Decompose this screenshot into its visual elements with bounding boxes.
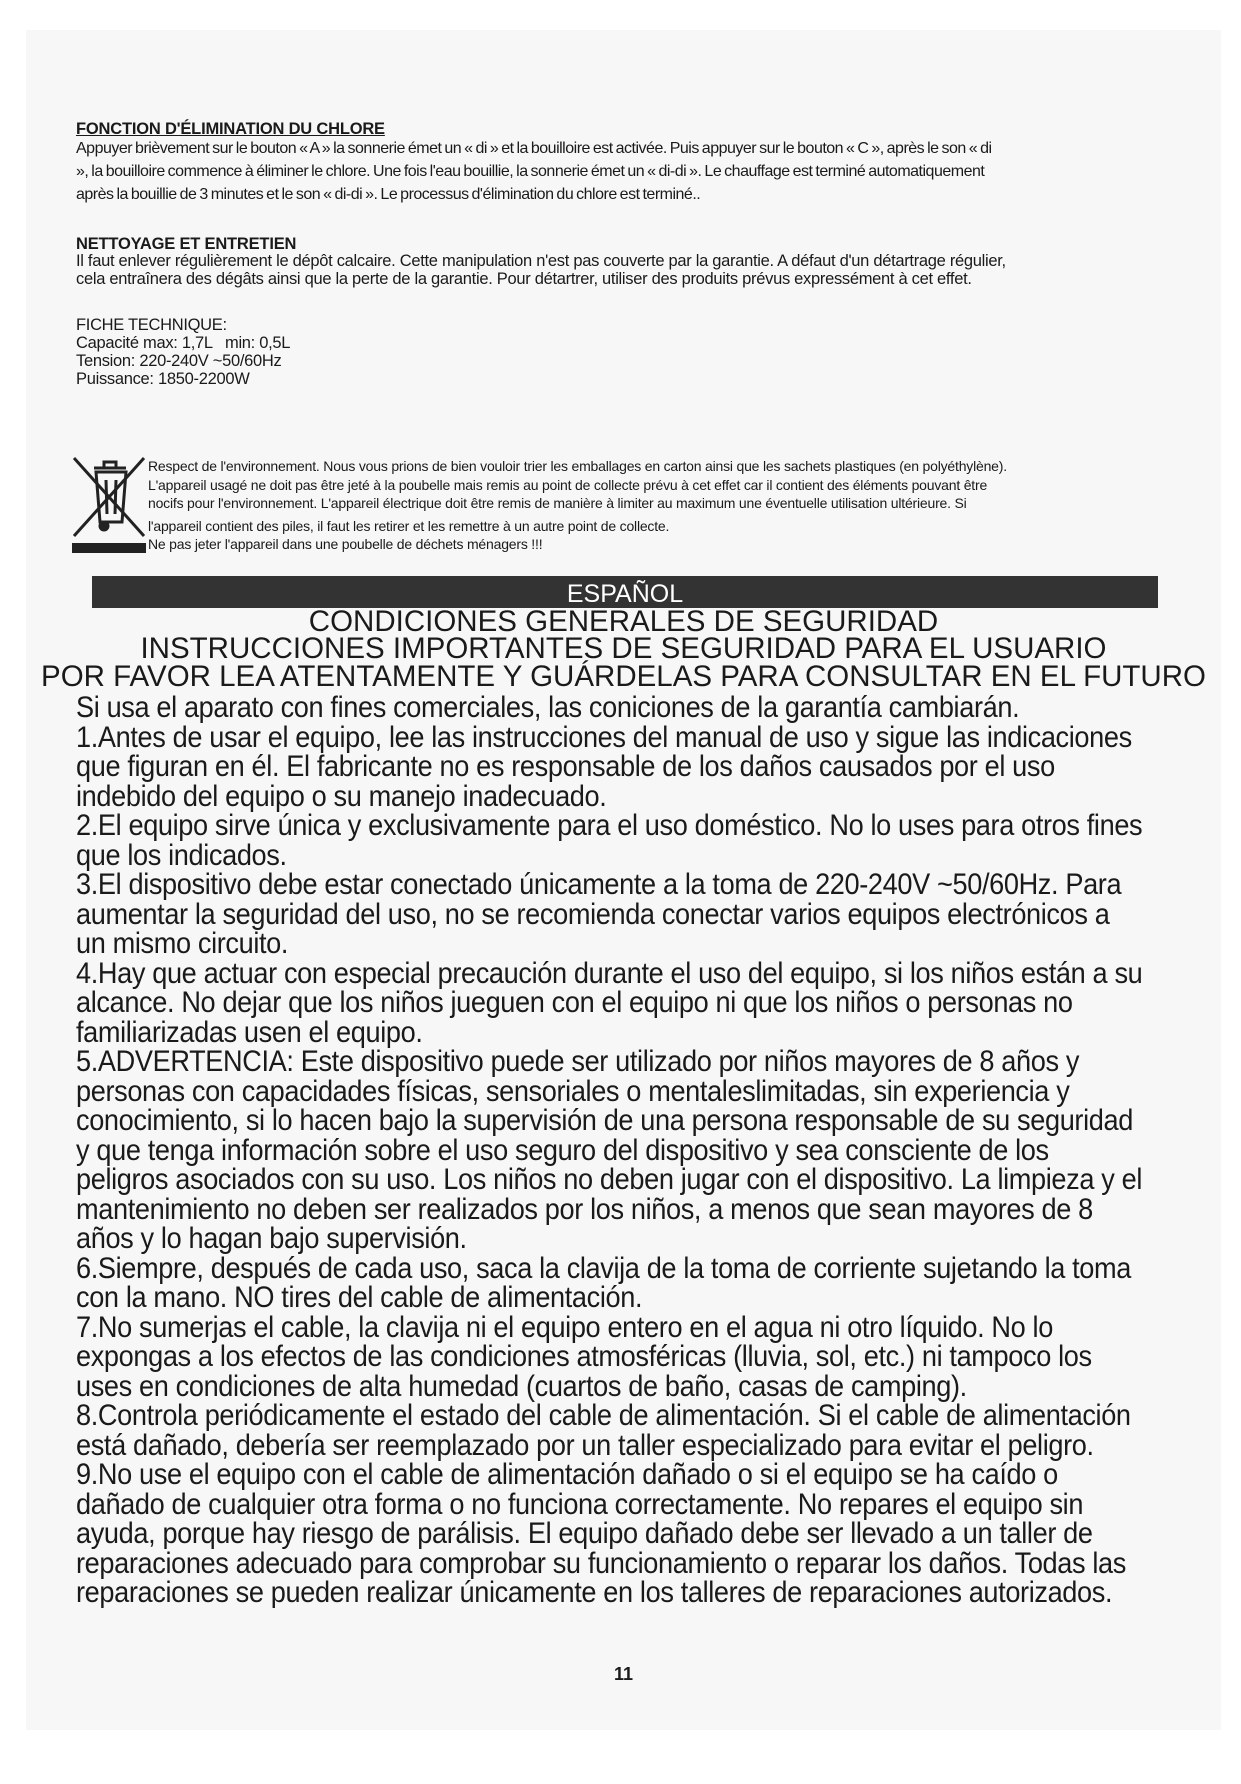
chlore-heading: FONCTION D'ÉLIMINATION DU CHLORE [76,120,385,138]
instruction-line: 6.Siempre, después de cada uso, saca la clavija de la toma de corriente sujetando la toma [76,1251,1131,1285]
entretien-paragraph [76,252,1196,288]
instruction-line: 4.Hay que actuar con especial precaución durante el uso del equipo, si los niños están a su [76,956,1143,990]
instruction-line: 5.ADVERTENCIA: Este dispositivo puede ser utilizado por niños mayores de 8 años y [76,1045,1080,1078]
fiche-line: Tension: 220-240V ~50/60Hz [76,352,282,370]
instruction-line: con la mano. NO tires del cable de alimentación. [76,1281,643,1314]
environment-text [148,457,1198,554]
instruction-line: alcance. No dejar que los niños jueguen con el equipo ni que los niños o personas no [76,986,1073,1019]
instruction-line: uses en condiciones de alta humedad (cuartos de baño, casas de camping). [76,1369,967,1403]
entretien-line: Il faut enlever régulièrement le dépôt calcaire. Cette manipulation n'est pas couverte par la garantie. A défaut d'un détartrage régulier, [76,252,1006,270]
language-section-bar: ESPAÑOL [92,576,1158,608]
instruction-line: aumentar la seguridad del uso, no se recomienda conectar varios equipos electrónicos a [76,897,1110,931]
environment-notice [66,450,1206,560]
environment-line: L'appareil usagé ne doit pas être jeté à la poubelle mais remis au point de collecte prévu à cet effet car il contient des éléments pouvant être [148,476,988,493]
instruction-line: conocimiento, si lo hacen bajo la supervisión de una persona responsable de su seguridad [76,1104,1133,1137]
instruction-line: peligros asociados con su uso. Los niños no deben jugar con el dispositivo. La limpieza y el [76,1163,1142,1196]
instruction-line: expongas a los efectos de las condiciones atmosféricas (lluvia, sol, etc.) ni tampoco los [76,1340,1092,1373]
instruction-line: ayuda, porque hay riesgo de parálisis. El equipo dañado debe ser llevado a un taller de [76,1517,1093,1550]
spanish-subtitle-2: POR FAVOR LEA ATENTAMENTE Y GUÁRDELAS PARA CONSULTAR EN EL FUTURO [41,660,1206,693]
entretien-heading: NETTOYAGE ET ENTRETIEN [76,235,297,253]
chlore-line: Appuyer brièvement sur le bouton « A » la sonnerie émet un « di » et la bouilloire est activée. Puis appuyer sur le bouton « C », après le son « di [76,140,992,157]
manual-page [26,30,1221,1730]
instruction-line: 2.El equipo sirve única y exclusivamente para el uso doméstico. No lo uses para otros fines [76,809,1143,842]
fiche-line: Capacité max: 1,7L min: 0,5L [76,334,291,352]
instruction-line: que figuran en él. El fabricante no es responsable de los daños causados por el uso [76,750,1055,783]
instruction-line: 9.No use el equipo con el cable de alimentación dañado o si el equipo se ha caído o [76,1458,1058,1491]
instruction-line: mantenimiento no deben ser realizados por los niños, a menos que sean mayores de 8 [76,1192,1093,1226]
environment-line: Ne pas jeter l'appareil dans une poubelle de déchets ménagers !!! [148,536,543,552]
spanish-subtitle: INSTRUCCIONES IMPORTANTES DE SEGURIDAD PARA EL USUARIO [140,632,1107,665]
environment-line: nocifs pour l'environnement. L'appareil électrique doit être remis de manière à limiter au maximum une éventuelle utilisation ultérieure. Si [148,495,967,511]
crossed-out-bin-icon [66,450,146,560]
environment-line: l'appareil contient des piles, il faut les retirer et les remettre à un autre point de collecte. [148,517,670,534]
instruction-line: 8.Controla periódicamente el estado del cable de alimentación. Si el cable de alimentación [76,1399,1131,1432]
instruction-line: un mismo circuito. [76,927,289,960]
fiche-line: Puissance: 1850-2200W [76,370,250,388]
chlore-paragraph [76,137,1196,206]
instruction-line: indebido del equipo o su manejo inadecuado. [76,779,607,813]
fiche-technique [76,316,1196,388]
instruction-line: está dañado, debería ser reemplazado por un taller especializado para evitar el peligro. [76,1428,1094,1462]
instruction-line: Si usa el aparato con fines comerciales, las coniciones de la garantía cambiarán. [76,691,1020,724]
instruction-line: personas con capacidades físicas, sensoriales o mentaleslimitadas, sin experiencia y [76,1074,1070,1108]
spanish-instructions [76,691,1143,1609]
chlore-line: après la bouillie de 3 minutes et le son « di-di ». Le processus d'élimination du chlore est terminé.. [76,186,701,203]
chlore-line: », la bouilloire commence à éliminer le chlore. Une fois l'eau bouillie, la sonnerie émet un « di-di ». Le chauffage est terminé automatiquement [76,163,985,180]
instruction-line: 1.Antes de usar el equipo, lee las instrucciones del manual de uso y sigue las indicaciones [76,720,1132,754]
instruction-line: reparaciones adecuado para comprobar su funcionamiento o reparar los daños. Todas las [76,1546,1126,1580]
entretien-line: cela entraînera des dégâts ainsi que la perte de la garantie. Pour détartrer, utiliser des produits prévus expressément à cet effet. [76,270,972,288]
fiche-line: FICHE TECHNIQUE: [76,316,227,334]
environment-line: Respect de l'environnement. Nous vous prions de bien vouloir trier les emballages en carton ainsi que les sachets plastiques (en polyéthylène). [148,458,1007,474]
instruction-line: dañado de cualquier otra forma o no funciona correctamente. No repares el equipo sin [76,1487,1084,1521]
instruction-line: familiarizadas usen el equipo. [76,1015,423,1049]
instruction-line: años y lo hagan bajo supervisión. [76,1222,467,1255]
instruction-line: y que tenga información sobre el uso seguro del dispositivo y sea consciente de los [76,1133,1049,1167]
instruction-line: reparaciones se pueden realizar únicamente en los talleres de reparaciones autorizados. [76,1576,1113,1609]
instruction-line: que los indicados. [76,838,287,872]
instruction-line: 7.No sumerjas el cable, la clavija ni el equipo entero en el agua ni otro líquido. No lo [76,1310,1053,1344]
instruction-line: 3.El dispositivo debe estar conectado únicamente a la toma de 220-240V ~50/60Hz. Para [76,868,1122,901]
page-number: 11 [613,1664,634,1684]
spanish-title: CONDICIONES GENERALES DE SEGURIDAD [308,605,939,638]
